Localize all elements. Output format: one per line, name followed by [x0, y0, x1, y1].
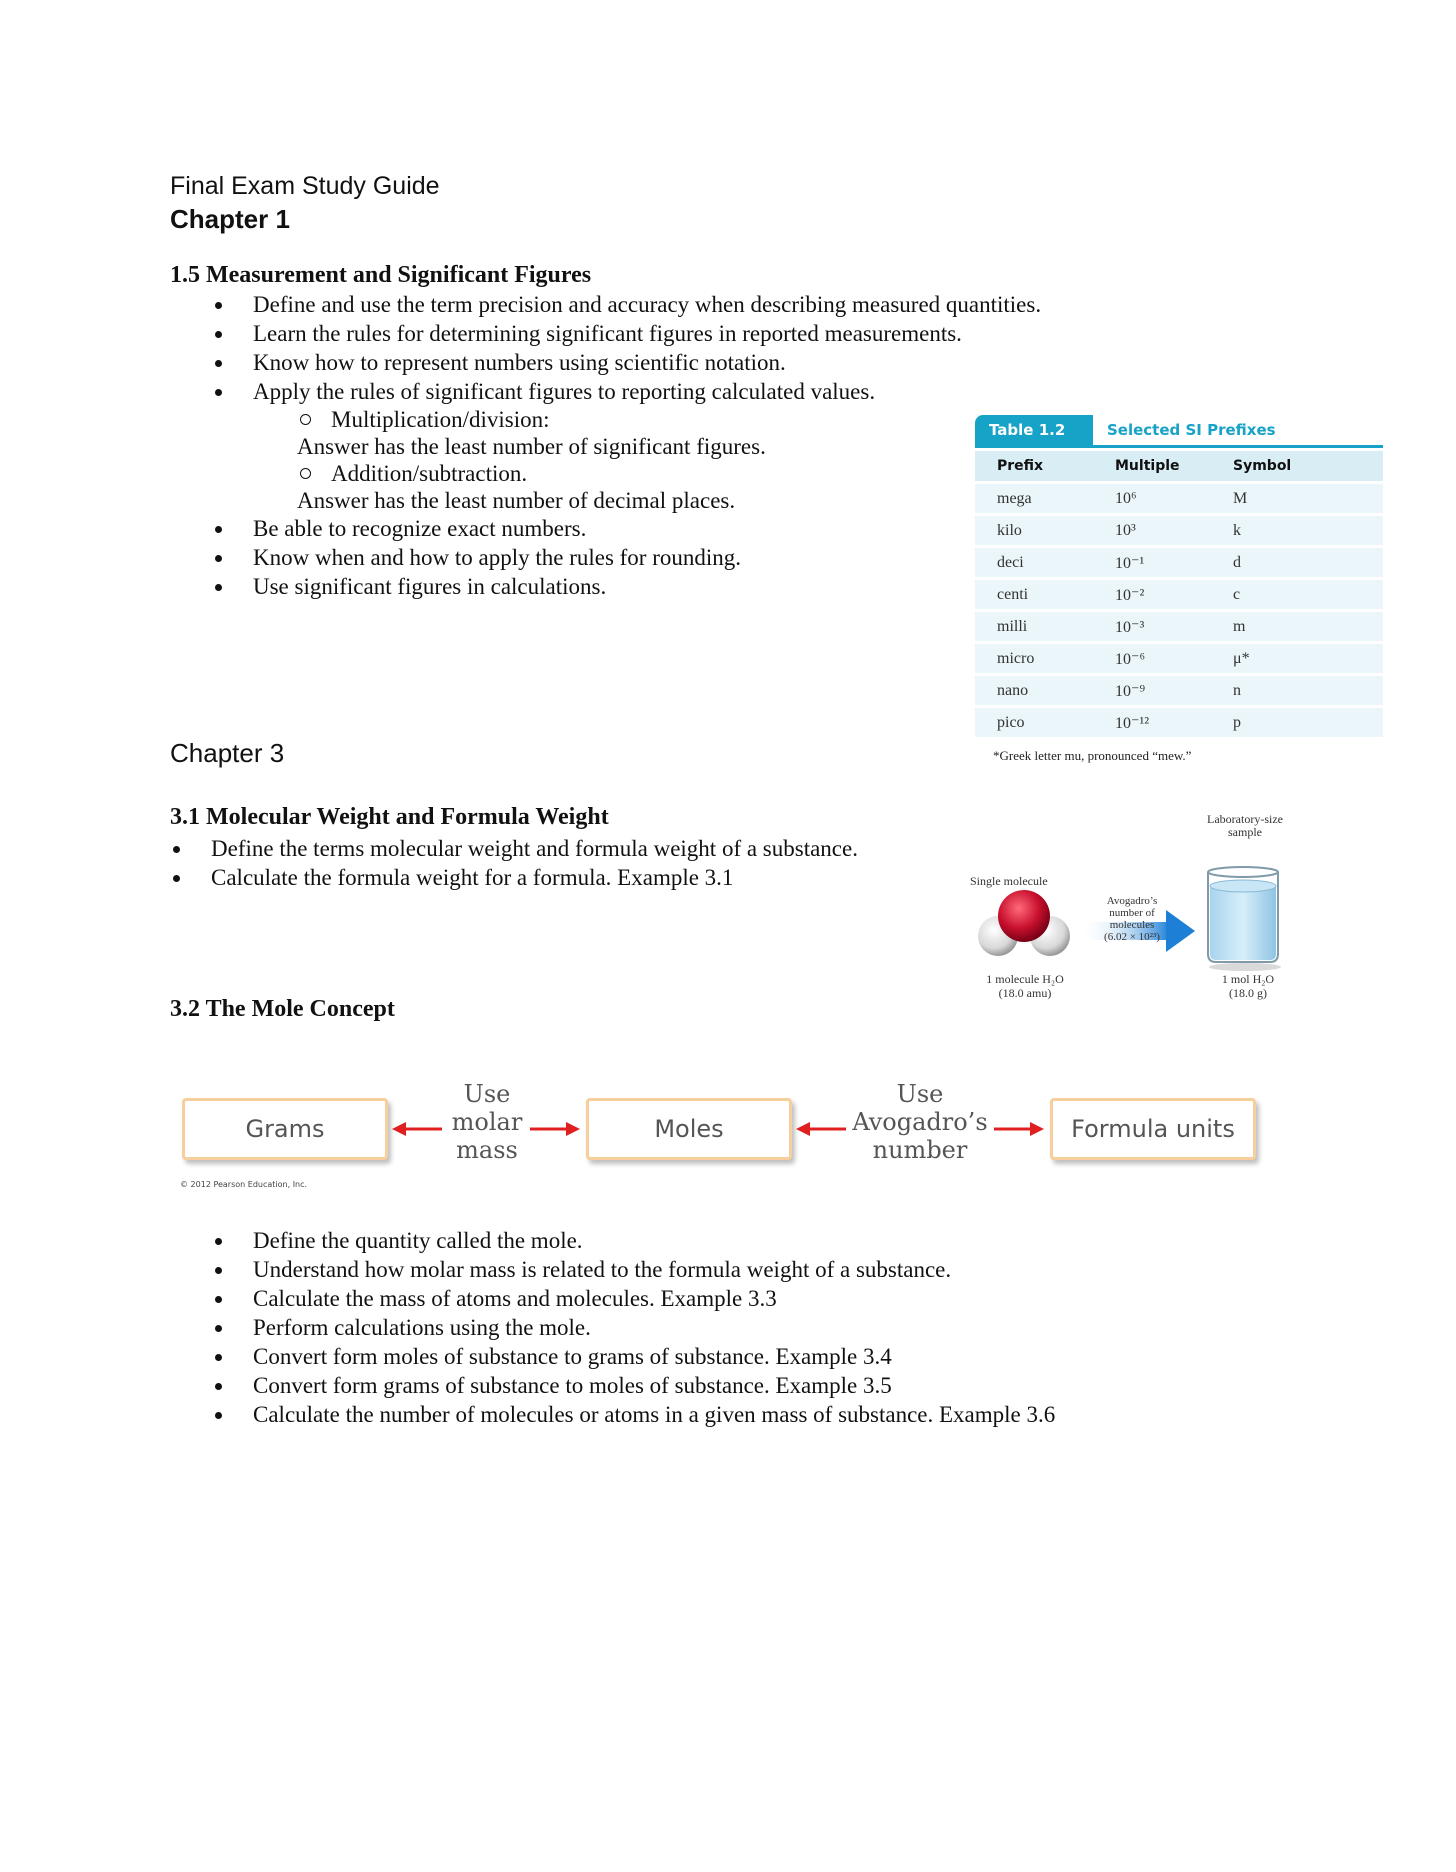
list-item: Be able to recognize exact numbers.: [253, 514, 741, 543]
table-cell: milli: [975, 612, 1093, 641]
table-cell: mega: [975, 484, 1093, 513]
copyright-note: © 2012 Pearson Education, Inc.: [180, 1180, 308, 1189]
list-item: Calculate the mass of atoms and molecules. Example 3.3: [253, 1284, 1055, 1313]
chapter-1-heading: Chapter 1: [170, 204, 290, 234]
section-3-2-bullets: [253, 1226, 1055, 1429]
section-3-1-bullets: [211, 834, 858, 892]
column-header: Multiple: [1093, 451, 1211, 481]
mole-conversion-flow: [180, 1082, 1260, 1192]
flow-label-molar-mass: Use molar mass: [451, 1080, 523, 1164]
column-header: Symbol: [1211, 451, 1383, 481]
table-cell: pico: [975, 708, 1093, 737]
list-item: Define the terms molecular weight and formula weight of a substance.: [211, 834, 858, 863]
section-1-5-bullets: [253, 290, 1041, 406]
flow-box-formula-units: Formula units: [1050, 1098, 1256, 1160]
list-item: Understand how molar mass is related to the formula weight of a substance.: [253, 1255, 1055, 1284]
mole-caption: 1 mol H₂O (18.0 g): [1221, 972, 1275, 1000]
list-item: Calculate the number of molecules or atoms in a given mass of substance. Example 3.6: [253, 1400, 1055, 1429]
beaker-icon: [1208, 867, 1281, 971]
table-row: [975, 484, 1383, 513]
table-row: [975, 676, 1383, 705]
table-cell: kilo: [975, 516, 1093, 545]
sub-item-multiplication: Multiplication/division:: [300, 405, 550, 434]
table-cell: 10⁻¹²: [1093, 708, 1211, 737]
table-cell: 10⁶: [1093, 484, 1211, 513]
table-cell: n: [1211, 676, 1383, 705]
table-cell: p: [1211, 708, 1383, 737]
table-cell: 10⁻³: [1093, 612, 1211, 641]
water-molecule-icon: [978, 890, 1070, 956]
table-cell: μ*: [1211, 644, 1383, 673]
si-prefix-table: [975, 415, 1383, 764]
table-row: [975, 580, 1383, 609]
document-title: Final Exam Study Guide: [170, 172, 440, 200]
table-cell: centi: [975, 580, 1093, 609]
table-cell: c: [1211, 580, 1383, 609]
table-cell: 10³: [1093, 516, 1211, 545]
table-row: [975, 612, 1383, 641]
flow-box-grams: Grams: [182, 1098, 388, 1160]
list-item: Convert form moles of substance to grams of substance. Example 3.4: [253, 1342, 1055, 1371]
table-title: Selected SI Prefixes: [1107, 421, 1276, 439]
list-item: Define and use the term precision and accuracy when describing measured quantities.: [253, 290, 1041, 319]
sub-note-multiplication: Answer has the least number of significant figures.: [297, 434, 766, 459]
list-item: Perform calculations using the mole.: [253, 1313, 1055, 1342]
section-3-1-heading: 3.1 Molecular Weight and Formula Weight: [170, 804, 609, 830]
table-cell: micro: [975, 644, 1093, 673]
flow-arrows-svg: [180, 1082, 1260, 1192]
list-item: Convert form grams of substance to moles of substance. Example 3.5: [253, 1371, 1055, 1400]
section-1-5-heading: 1.5 Measurement and Significant Figures: [170, 262, 592, 288]
table-row: [975, 708, 1383, 737]
column-header: Prefix: [975, 451, 1093, 481]
table-cell: d: [1211, 548, 1383, 577]
section-3-2-heading: 3.2 The Mole Concept: [170, 996, 395, 1022]
table-header-bar: [975, 415, 1383, 448]
molecule-to-mole-figure: [970, 812, 1330, 1017]
molecule-caption: 1 molecule H₂O (18.0 amu): [986, 972, 1064, 1000]
circle-bullet-icon: [300, 414, 311, 425]
table-row: [975, 516, 1383, 545]
single-molecule-label: Single molecule: [970, 874, 1048, 888]
table-cell: 10⁻⁹: [1093, 676, 1211, 705]
list-item: Apply the rules of significant figures to reporting calculated values.: [253, 377, 1041, 406]
table-cell: nano: [975, 676, 1093, 705]
list-item: Use significant figures in calculations.: [253, 572, 741, 601]
list-item: Know how to represent numbers using scientific notation.: [253, 348, 1041, 377]
chapter-3-heading: Chapter 3: [170, 738, 285, 768]
table-cell: 10⁻⁶: [1093, 644, 1211, 673]
list-item: Calculate the formula weight for a formula. Example 3.1: [211, 863, 858, 892]
table-header-row: [975, 451, 1383, 481]
table-cell: k: [1211, 516, 1383, 545]
table-cell: deci: [975, 548, 1093, 577]
flow-box-moles: Moles: [586, 1098, 792, 1160]
prefix-table: [975, 448, 1383, 740]
lab-sample-label: Laboratory-size sample: [1207, 812, 1283, 839]
circle-bullet-icon: [300, 468, 311, 479]
list-item: Define the quantity called the mole.: [253, 1226, 1055, 1255]
table-number-tag: Table 1.2: [975, 415, 1093, 445]
list-item: Learn the rules for determining significant figures in reported measurements.: [253, 319, 1041, 348]
table-cell: m: [1211, 612, 1383, 641]
table-cell: 10⁻²: [1093, 580, 1211, 609]
table-row: [975, 548, 1383, 577]
table-cell: 10⁻¹: [1093, 548, 1211, 577]
section-1-5-bullets-2: [253, 514, 741, 601]
flow-label-avogadro: Use Avogadro’s number: [852, 1080, 988, 1164]
sub-item-addition: Addition/subtraction.: [300, 459, 527, 488]
table-cell: M: [1211, 484, 1383, 513]
list-item: Know when and how to apply the rules for rounding.: [253, 543, 741, 572]
table-row: [975, 644, 1383, 673]
avogadro-arrow-label: Avogadro’s number of molecules (6.02 × 10²³): [1104, 895, 1160, 943]
sub-note-addition: Answer has the least number of decimal places.: [297, 488, 736, 513]
table-footnote: *Greek letter mu, pronounced “mew.”: [993, 748, 1192, 763]
